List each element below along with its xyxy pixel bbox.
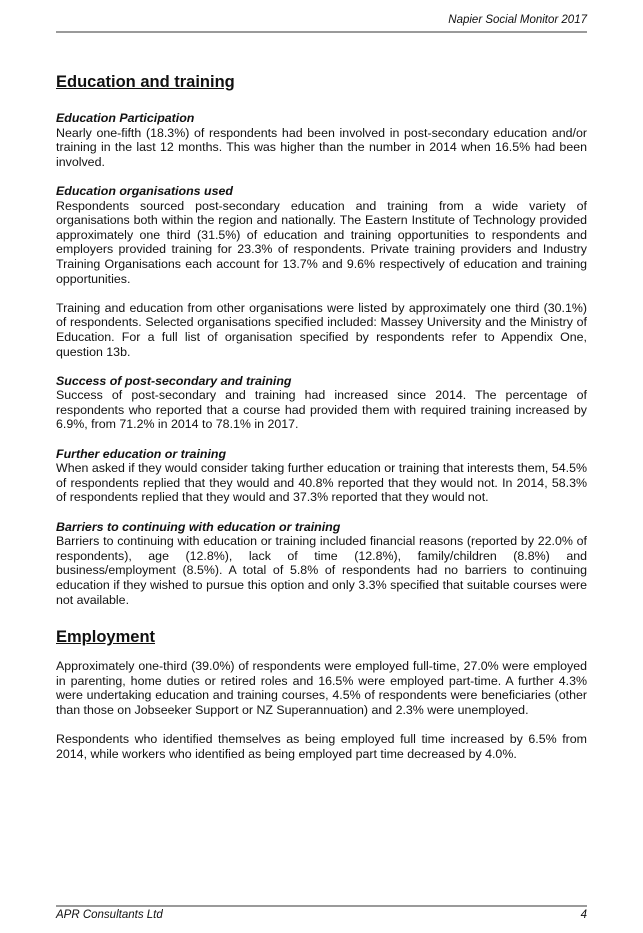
success-block: [56, 374, 587, 432]
paragraph-employment-2: Respondents who identified themselves as being employed full time increased by 6.5% from 2014, while workers who identified as being employed part time decreased by 4.0%.: [56, 732, 587, 761]
footer-company: APR Consultants Ltd: [56, 909, 163, 921]
footer-rule: [56, 905, 587, 907]
paragraph-employment-1: Approximately one-third (39.0%) of respondents were employed full-time, 27.0% were employed in parenting, home duties or retired roles and 16.5% were employed part-time. A further 4.3% were undertaking education and training courses, 4.5% of respondents were beneficiaries (other than those on Jobseeker Support or NZ Superannuation) and 2.3% were unemployed.: [56, 659, 587, 717]
subheading-success: Success of post-secondary and training: [56, 373, 292, 388]
page-number: 4: [580, 909, 587, 921]
subheading-education-participation: Education Participation: [56, 111, 195, 125]
paragraph-barriers: Barriers to continuing with education or training included financial reasons (reported by 22.0% of respondents), age (12.8%), lack of time (12.8%), family/children (8.8%) and business/employment (8.5%). A total of 5.8% of respondents had no barriers to continuing education if they wished to pursue this option and only 3.3% specified that suitable courses were not available.: [56, 534, 587, 607]
further-education-block: [56, 447, 587, 505]
paragraph-success: Success of post-secondary and training had increased since 2014. The percentage of respondents who reported that a course had provided them with required training increased by 6.9%, from 71.2% in 2014 to 78.1% in 2017.: [56, 388, 587, 432]
subheading-further-education: Further education or training: [56, 446, 227, 461]
running-header: Napier Social Monitor 2017: [448, 14, 587, 26]
paragraph-education-organisations-1: Respondents sourced post-secondary education and training from a wide variety of organisations both within the region and nationally. The Eastern Institute of Technology provided approximately one third (31.5%) of education and training opportunities to respondents and employers provided training for 23.3% of respondents. Private training providers and Industry Training Organisations each account for 13.7% and 9.6% respectively of education and training opportunities.: [56, 198, 587, 286]
header-rule: [56, 31, 587, 33]
page-content: [56, 72, 587, 776]
education-participation-block: [56, 111, 587, 169]
paragraph-further-education: When asked if they would consider taking further education or training that interests them, 54.5% of respondents replied that they would and 40.8% reported that they would not. In 2014, 58.3% of respondents replied that they would and 37.3% reported that they would not.: [56, 461, 587, 505]
barriers-block: [56, 520, 587, 608]
paragraph-education-participation: Nearly one-fifth (18.3%) of respondents had been involved in post-secondary education and/or training in the last 12 months. This was higher than the number in 2014 when 16.5% had been involved.: [56, 125, 587, 169]
subheading-barriers: Barriers to continuing with education or training: [56, 519, 341, 534]
section-title-education: Education and training: [56, 73, 235, 91]
subheading-education-organisations: Education organisations used: [56, 183, 233, 198]
education-organisations-block: [56, 184, 587, 286]
paragraph-education-organisations-2: Training and education from other organisations were listed by approximately one third (30.1%) of respondents. Selected organisations specified included: Massey University and the Ministry of Education. For a full list of organisation specified by respondents refer to Appendix One, question 13b.: [56, 300, 587, 359]
section-title-employment: Employment: [56, 628, 156, 647]
